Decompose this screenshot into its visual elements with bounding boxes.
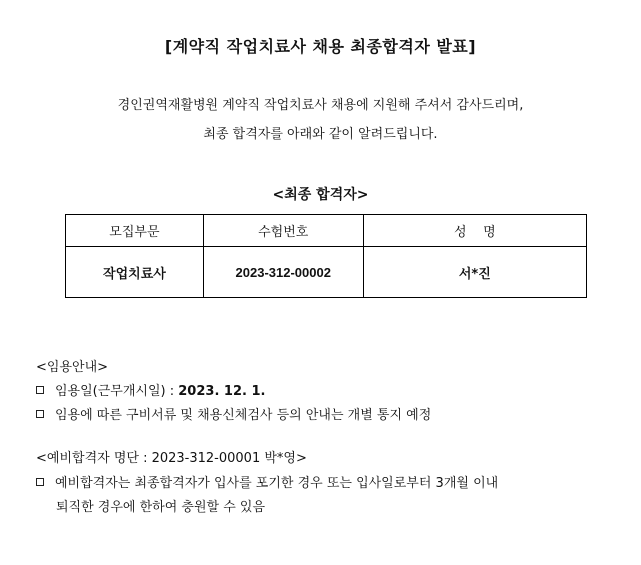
- cell-name: 서*진: [363, 247, 586, 298]
- column-header-name: 성 명: [363, 215, 586, 247]
- reserve-heading: <예비합격자 명단 : 2023-312-00001 박*영>: [36, 451, 307, 466]
- start-date-value: 2023. 12. 1.: [178, 384, 266, 399]
- column-header-exam-number: 수험번호: [203, 215, 363, 247]
- page-title: [계약직 작업치료사 채용 최종합격자 발표]: [164, 37, 477, 56]
- square-bullet-icon: [36, 478, 44, 486]
- intro-line-1: 경인권역재활병원 계약직 작업치료사 채용에 지원해 주셔서 감사드리며,: [117, 98, 524, 113]
- guide-heading: <임용안내>: [36, 360, 109, 375]
- final-results-heading: <최종 합격자>: [272, 187, 369, 203]
- square-bullet-icon: [36, 410, 44, 418]
- reserve-note-line-1: 예비합격자는 최종합격자가 입사를 포기한 경우 또는 입사일로부터 3개월 이내: [55, 476, 499, 491]
- square-bullet-icon: [36, 386, 44, 394]
- guide-start-date-item: [36, 380, 265, 399]
- cell-department: 작업치료사: [66, 247, 204, 298]
- column-header-department: 모집부문: [66, 215, 204, 247]
- final-results-table: [65, 214, 587, 298]
- start-date-label: 임용일(근무개시일) :: [55, 384, 179, 399]
- reserve-note-line-2: 퇴직한 경우에 한하여 충원할 수 있음: [56, 500, 266, 515]
- table-header-row: [66, 215, 587, 247]
- intro-line-2: 최종 합격자를 아래와 같이 알려드립니다.: [203, 127, 438, 142]
- reserve-note-item: [36, 472, 498, 491]
- documents-note: 임용에 따른 구비서류 및 채용신체검사 등의 안내는 개별 통지 예정: [55, 408, 432, 423]
- guide-documents-item: [36, 404, 431, 423]
- table-row: [66, 247, 587, 298]
- cell-exam-number: 2023-312-00002: [203, 247, 363, 298]
